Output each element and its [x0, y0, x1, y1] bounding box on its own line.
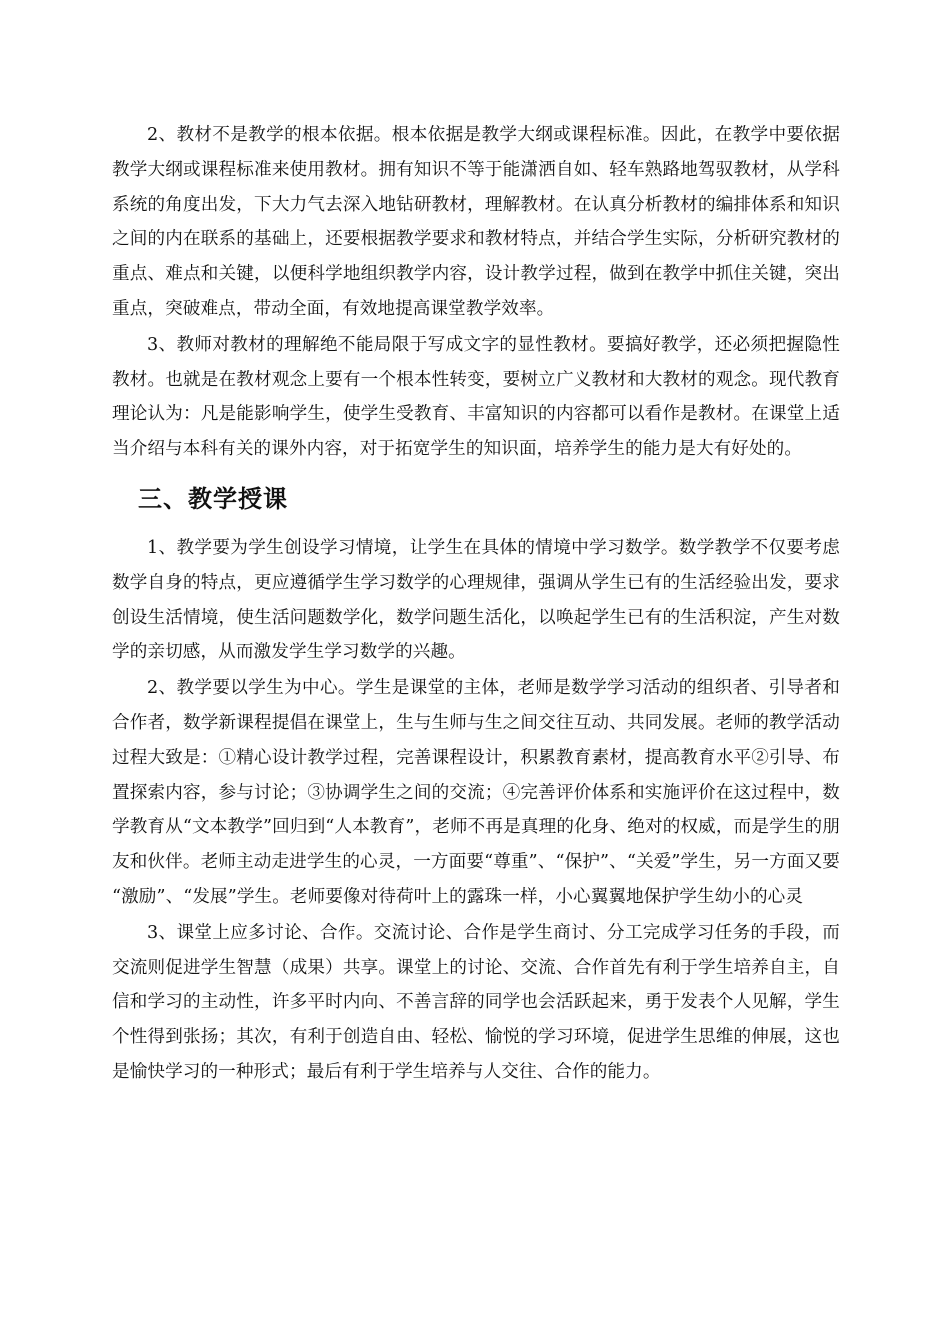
paragraph-learning-context: 1、教学要为学生创设学习情境，让学生在具体的情境中学习数学。数学教学不仅要考虑数学自身的特点，更应遵循学生学习数学的心理规律，强调从学生已有的生活经验出发，要求创设生活情境，使生活问题数学化，数学问题生活化，以唤起学生已有的生活积淀，产生对数学的亲切感，从而激发学生学习数学的兴趣。 — [112, 537, 840, 663]
section-heading-teaching: 三、教学授课 — [138, 484, 288, 513]
paragraph-implicit-textbook: 3、教师对教材的理解绝不能局限于写成文字的显性教材。要搞好教学，还必须把握隐性教材。也就是在教材观念上要有一个根本性转变，要树立广义教材和大教材的观念。现代教育理论认为：凡是能影响学生，使学生受教育、丰富知识的内容都可以看作是教材。在课堂上适当介绍与本科有关的课外内容，对于拓宽学生的知识面，培养学生的能力是大有好处的。 — [112, 334, 840, 460]
paragraph-discussion-cooperation: 3、课堂上应多讨论、合作。交流讨论、合作是学生商讨、分工完成学习任务的手段，而交流则促进学生智慧（成果）共享。课堂上的讨论、交流、合作首先有利于学生培养自主，自信和学习的主动性，许多平时内向、不善言辞的同学也会活跃起来，勇于发表个人见解，学生个性得到张扬；其次，有利于创造自由、轻松、愉悦的学习环境，促进学生思维的伸展，这也是愉快学习的一种形式；最后有利于学生培养与人交往、合作的能力。 — [112, 922, 840, 1082]
document-page — [112, 118, 840, 1091]
paragraph-textbook-basis: 2、教材不是教学的根本依据。根本依据是教学大纲或课程标准。因此，在教学中要依据教学大纲或课程标准来使用教材。拥有知识不等于能潇洒自如、轻车熟路地驾驭教材，从学科系统的角度出发，下大力气去深入地钻研教材，理解教材。在认真分析教材的编排体系和知识之间的内在联系的基础上，还要根据教学要求和教材特点，并结合学生实际，分析研究教材的重点、难点和关键，以便科学地组织教学内容，设计教学过程，做到在教学中抓住关键，突出重点，突破难点，带动全面，有效地提高课堂教学效率。 — [112, 125, 840, 319]
paragraph-student-centered: 2、教学要以学生为中心。学生是课堂的主体，老师是数学学习活动的组织者、引导者和合作者，数学新课程提倡在课堂上，生与生师与生之间交往互动、共同发展。老师的教学活动过程大致是：①精心设计教学过程，完善课程设计，积累教育素材，提高教育水平②引导、布置探索内容，参与讨论；③协调学生之间的交流；④完善评价体系和实施评价在这过程中，数学教育从“文本教学”回归到“人本教育”，老师不再是真理的化身、绝对的权威，而是学生的朋友和伙伴。老师主动走进学生的心灵，一方面要“尊重”、“保护”、“关爱”学生，另一方面又要 “激励”、“发展”学生。老师要像对待荷叶上的露珠一样，小心翼翼地保护学生幼小的心灵 — [112, 678, 840, 907]
